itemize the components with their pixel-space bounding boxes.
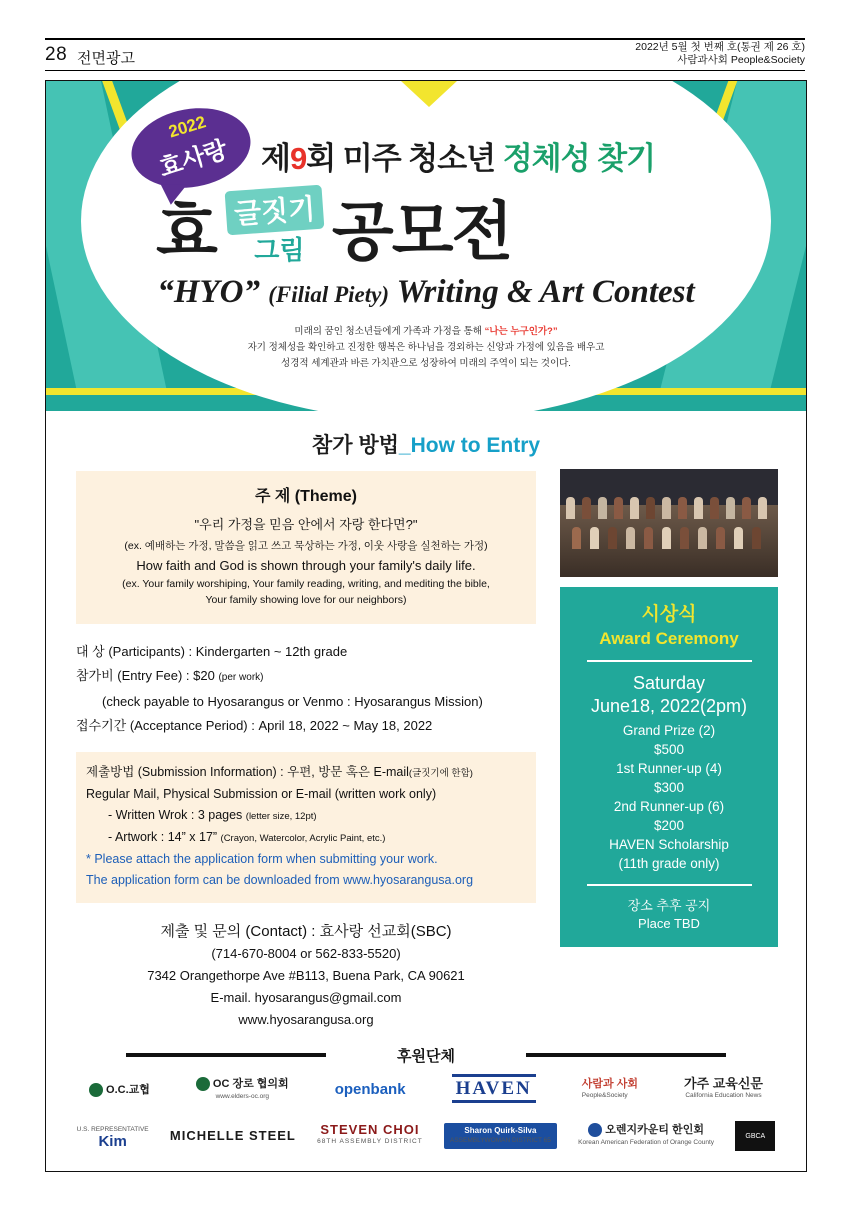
blurb-line-1 <box>46 324 806 340</box>
prize-amount: $300 <box>653 780 685 795</box>
title-contest: 공모전 <box>331 196 512 268</box>
sponsors-section <box>46 1048 806 1171</box>
award-divider-top <box>587 660 752 662</box>
title-hyo: 효 <box>156 196 218 268</box>
submission-line-1 <box>86 762 526 784</box>
sponsor-sub: 68TH ASSEMBLY DISTRICT <box>317 1138 423 1145</box>
how-to-entry-en: _How to Entry <box>398 434 541 457</box>
issue-info <box>635 41 805 67</box>
sponsor-sub: People&Society <box>581 1092 628 1099</box>
poster-banner <box>46 81 806 411</box>
sponsor-name: STEVEN CHOI <box>320 1122 420 1137</box>
how-to-entry-ko: 참가 방법 <box>311 434 399 457</box>
photo-person <box>608 527 617 549</box>
prize-name: Grand Prize (2) <box>622 723 716 738</box>
prize-amount: $200 <box>653 818 685 833</box>
theme-line-3: How faith and God is shown through your family's daily life. <box>136 558 476 573</box>
issue-line-2: 사람과사회 People&Society <box>677 54 805 66</box>
title-en-paren: (Filial Piety) <box>268 282 389 307</box>
prize-name: 2nd Runner-up (6) <box>613 799 725 814</box>
sponsor-name: HAVEN <box>452 1074 536 1103</box>
submission-line-5: * Please attach the application form when submitting your work. <box>86 852 438 866</box>
sponsor-name: Kim <box>98 1133 127 1150</box>
participants-value: Kindergarten ~ 12th grade <box>195 644 348 659</box>
award-date-full: June18, 2022(2pm) <box>590 696 748 716</box>
fee-value: $20 <box>193 668 215 683</box>
photo-person <box>680 527 689 549</box>
seal-icon <box>196 1077 210 1091</box>
fee-sub-row: (check payable to Hyosarangus or Venmo : Hyosarangus Mission) <box>102 694 483 709</box>
how-to-entry-heading <box>46 429 806 459</box>
title-en-rest: Writing & Art Contest <box>396 274 695 310</box>
theme-line-4: (ex. Your family worshiping, Your family reading, writing, and mediting the bible, <box>122 578 490 590</box>
sponsor-name: 오렌지카운티 한인회 <box>605 1123 704 1136</box>
photo-people-row <box>560 497 778 523</box>
sponsor-sub: U.S. REPRESENTATIVE <box>76 1126 149 1133</box>
prize-name: 1st Runner-up (4) <box>616 761 722 776</box>
photo-person <box>694 497 703 519</box>
photo-person <box>572 527 581 549</box>
theme-line-2: (ex. 예배하는 가정, 말씀을 읽고 쓰고 묵상하는 가정, 이웃 사랑을 실천하는 가정) <box>124 540 488 552</box>
photo-person <box>590 527 599 549</box>
award-divider-bottom <box>587 884 752 886</box>
sponsor-name: 가주 교육신문 <box>684 1076 763 1091</box>
sponsor-row-2 <box>66 1121 786 1151</box>
contact-address: 7342 Orangethorpe Ave #B113, Buena Park, CA 90621 <box>147 968 465 983</box>
theme-title: 주 제 (Theme) <box>254 488 358 505</box>
award-place-en: Place TBD <box>638 916 700 931</box>
headline-mid: 회 미주 청소년 <box>306 141 503 176</box>
bubble-name: 효사랑 <box>156 136 231 183</box>
photo-person <box>662 527 671 549</box>
seal-icon <box>588 1123 602 1137</box>
sponsor-name: openbank <box>334 1081 406 1098</box>
poster-body <box>46 411 806 1171</box>
bubble-year: 2022 <box>166 112 209 142</box>
photo-person <box>614 497 623 519</box>
written-work: - Written Wrok : 3 pages <box>108 808 246 822</box>
sponsor-sub: California Education News <box>685 1092 762 1099</box>
theme-line-5: Your family showing love for our neighbors) <box>205 594 407 606</box>
sponsor-logo <box>196 1077 289 1103</box>
fee-note: (per work) <box>218 672 264 683</box>
rule-bottom <box>45 70 805 71</box>
title-chips <box>226 188 323 267</box>
sponsor-logo <box>77 1124 149 1148</box>
sponsor-sub: Korean American Federation of Orange County <box>578 1139 715 1146</box>
headline-korean <box>261 133 655 178</box>
submission-line-6: The application form can be downloaded from www.hyosarangusa.org <box>86 873 474 887</box>
theme-line-1: "우리 가정을 믿음 안에서 자랑 한다면?" <box>194 517 418 532</box>
blurb-line-3: 성경적 세계관과 바른 가치관으로 성장하여 미래의 주역이 되는 것이다. <box>281 358 571 369</box>
chip-art: 그림 <box>254 234 305 265</box>
artwork-note: (Crayon, Watercolor, Acrylic Paint, etc.) <box>220 833 386 844</box>
running-head <box>45 38 805 72</box>
scholarship-note: (11th grade only) <box>618 856 720 871</box>
sponsor-row-1 <box>66 1077 786 1103</box>
contact-website: www.hyosarangusa.org <box>238 1012 374 1027</box>
headline-number: 9 <box>289 141 307 176</box>
photo-person <box>646 497 655 519</box>
section-label: 전면광고 <box>77 50 135 67</box>
sponsor-logo <box>684 1078 763 1102</box>
photo-person <box>758 497 767 519</box>
sponsor-logo <box>582 1079 638 1101</box>
blurb-line-1-text: 미래의 꿈인 청소년들에게 가족과 가정을 통해 <box>294 326 485 337</box>
submission-line-3 <box>86 805 526 827</box>
seal-icon <box>89 1083 103 1097</box>
photo-person <box>644 527 653 549</box>
sponsor-name: O.C.교협 <box>106 1083 150 1096</box>
submission-note: (글짓기에 한함) <box>408 768 473 779</box>
photo-person <box>630 497 639 519</box>
photo-person <box>698 527 707 549</box>
right-column <box>560 469 778 947</box>
photo-person <box>582 497 591 519</box>
poster-blurb <box>46 324 806 372</box>
photo-person <box>716 527 725 549</box>
period-row <box>76 714 536 738</box>
title-en-quote: “HYO” <box>157 274 261 310</box>
contact-phone: (714-670-8004 or 562-833-5520) <box>211 946 401 961</box>
entry-details <box>76 640 536 738</box>
photo-person <box>710 497 719 519</box>
submission-box <box>76 752 536 903</box>
award-ceremony-box <box>560 587 778 947</box>
photo-person <box>662 497 671 519</box>
sponsor-logo <box>334 1081 406 1098</box>
sponsor-logo <box>89 1083 150 1097</box>
sponsor-logo <box>452 1078 536 1099</box>
sponsor-logo <box>317 1124 423 1148</box>
sponsor-logo <box>578 1123 714 1149</box>
triangle-decor <box>401 81 457 107</box>
submission-value: 우편, 방문 혹은 E-mail <box>287 765 409 779</box>
prize-amount: $500 <box>653 742 685 757</box>
written-work-note: (letter size, 12pt) <box>245 811 317 822</box>
sponsor-sub: www.elders-oc.org <box>215 1093 270 1100</box>
period-value: April 18, 2022 ~ May 18, 2022 <box>258 718 433 733</box>
contact-title: 제출 및 문의 (Contact) : 효사랑 선교회(SBC) <box>160 923 452 940</box>
page-number: 28 <box>45 44 68 65</box>
photo-person <box>726 497 735 519</box>
sponsor-name: Sharon Quirk-Silva <box>464 1126 537 1135</box>
period-label: 접수기간 (Acceptance Period) : <box>76 718 259 733</box>
headline-title <box>156 181 696 273</box>
photo-person <box>678 497 687 519</box>
photo-person <box>626 527 635 549</box>
submission-line-4 <box>86 827 526 849</box>
sponsor-name: OC 장로 협의회 <box>212 1077 289 1090</box>
artwork: - Artwork : 14” x 17” <box>108 830 221 844</box>
award-title-en: Award Ceremony <box>599 629 739 648</box>
award-place-ko: 장소 추후 공지 <box>627 898 711 913</box>
sponsor-sub: ASSEMBLYWOMAN DISTRICT 65 <box>450 1137 551 1144</box>
photo-person <box>742 497 751 519</box>
rule-top <box>45 38 805 40</box>
award-title-ko: 시상식 <box>641 604 697 625</box>
fee-row <box>76 664 536 690</box>
group-photo <box>560 469 778 577</box>
sponsors-title: 후원단체 <box>397 1048 455 1065</box>
photo-people-row <box>560 527 778 553</box>
participants-label: 대 상 (Participants) : <box>76 644 196 659</box>
photo-person <box>752 527 761 549</box>
sponsor-name: MICHELLE STEEL <box>169 1128 296 1143</box>
headline-english <box>46 274 806 311</box>
sponsor-name: 사람과 사회 <box>581 1078 638 1090</box>
issue-line-1: 2022년 5월 첫 번째 호(통권 제 26 호) <box>635 41 805 53</box>
sponsor-name: GBCA <box>745 1132 766 1140</box>
theme-box <box>76 471 536 624</box>
photo-person <box>598 497 607 519</box>
sponsor-logo <box>735 1121 775 1151</box>
headline-pre: 제 <box>261 141 290 176</box>
award-date-day: Saturday <box>632 673 706 693</box>
scholarship-name: HAVEN Scholarship <box>609 837 729 852</box>
sponsor-logo <box>444 1123 557 1149</box>
chip-writing: 글짓기 <box>225 184 325 235</box>
sponsor-logo <box>170 1130 296 1142</box>
left-column <box>76 471 536 1031</box>
participants-row <box>76 640 536 664</box>
contact-block <box>76 921 536 1031</box>
advertisement-poster <box>45 80 807 1172</box>
award-prize-list <box>560 721 778 873</box>
submission-label: 제출방법 (Submission Information) : <box>86 765 288 779</box>
photo-person <box>566 497 575 519</box>
fee-label: 참가비 (Entry Fee) : <box>76 668 194 683</box>
blurb-highlight: “나는 누구인가?” <box>484 326 558 337</box>
contact-email: E-mail. hyosarangus@gmail.com <box>210 990 402 1005</box>
blurb-line-2: 자기 정체성을 확인하고 진정한 행복은 하나님을 경외하는 신앙과 가정에 있음을 배우고 <box>247 342 605 353</box>
headline-green: 정체성 찾기 <box>502 141 656 176</box>
submission-line-2: Regular Mail, Physical Submission or E-mail (written work only) <box>86 787 437 801</box>
photo-person <box>734 527 743 549</box>
